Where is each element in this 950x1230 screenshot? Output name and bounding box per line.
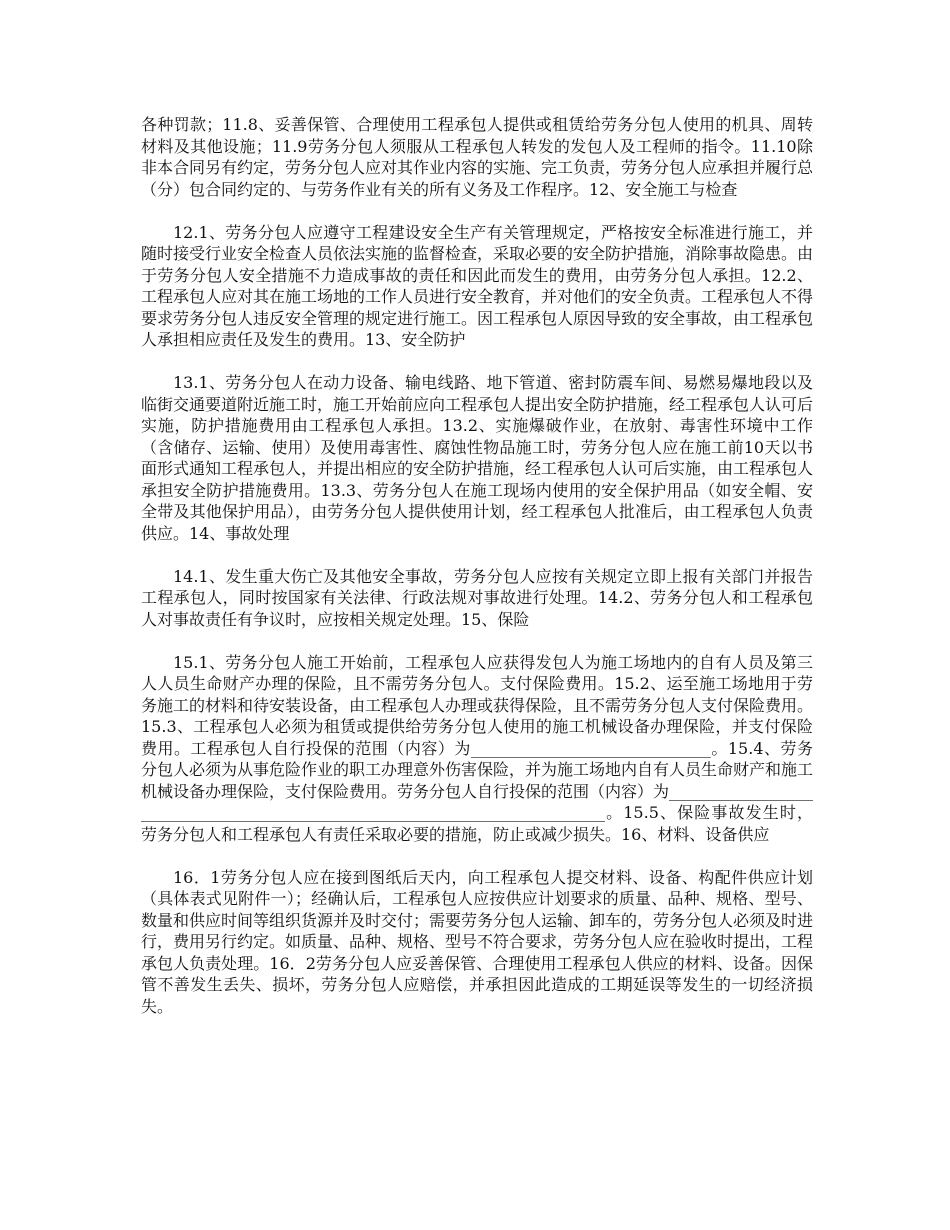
- paragraph-15-1: 15.1、劳务分包人施工开始前，工程承包人应获得发包人为施工场地内的自有人员及第三人人员生命财产办理的保险，且不需劳务分包人。支付保险费用。15.2、运至施工场地用于劳务施工的材料和待安装设备，由工程承包人办理或获得保险，且不需劳务分包人支付保险费用。15.3、工程承包人必须为租赁或提供给劳务分包人使用的施工机械设备办理保险，并支付保险费用。工程承包人自行投保的范围（内容）为______________________________。15.4、劳务分包人必须为从事危险作业的职工办理意外伤害保险，并为施工场地内自有人员生命财产和施工机械设备办理保险，支付保险费用。劳务分包人自行投保的范围（内容）为____________________________________________________________________________。15.5、保险事故发生时，劳务分包人和工程承包人有责任采取必要的措施，防止或减少损失。16、材料、设备供应: [141, 652, 814, 844]
- paragraph-12-1: 12.1、劳务分包人应遵守工程建设安全生产有关管理规定，严格按安全标准进行施工，并随时接受行业安全检查人员依法实施的监督检查，采取必要的安全防护措施，消除事故隐患。由于劳务分包人安全措施不力造成事故的责任和因此而发生的费用，由劳务分包人承担。12.2、工程承包人应对其在施工场地的工作人员进行安全教育，并对他们的安全负责。工程承包人不得要求劳务分包人违反安全管理的规定进行施工。因工程承包人原因导致的安全事故，由工程承包人承担相应责任及发生的费用。13、安全防护: [141, 222, 814, 349]
- paragraph-13-1: 13.1、劳务分包人在动力设备、输电线路、地下管道、密封防震车间、易燃易爆地段以及临街交通要道附近施工时，施工开始前应向工程承包人提出安全防护措施，经工程承包人认可后实施，防护措施费用由工程承包人承担。13.2、实施爆破作业，在放射、毒害性环境中工作（含储存、运输、使用）及使用毒害性、腐蚀性物品施工时，劳务分包人应在施工前10天以书面形式通知工程承包人，并提出相应的安全防护措施，经工程承包人认可后实施，由工程承包人承担安全防护措施费用。13.3、劳务分包人在施工现场内使用的安全保护用品（如安全帽、安全带及其他保护用品），由劳务分包人提供使用计划，经工程承包人批准后，由工程承包人负责供应。14、事故处理: [141, 373, 814, 543]
- document-body: [141, 114, 813, 1039]
- paragraph-14-1: 14.1、发生重大伤亡及其他安全事故，劳务分包人应按有关规定立即上报有关部门并报告工程承包人，同时按国家有关法律、行政法规对事故进行处理。14.2、劳务分包人和工程承包人对事故责任有争议时，应按相关规定处理。15、保险: [141, 566, 813, 629]
- paragraph-16-1: 16．1劳务分包人应在接到图纸后天内，向工程承包人提交材料、设备、构配件供应计划（具体表式见附件一）；经确认后，工程承包人应按供应计划要求的质量、品种、规格、型号、数量和供应时间等组织货源并及时交付；需要劳务分包人运输、卸车的，劳务分包人必须及时进行，费用另行约定。如质量、品种、规格、型号不符合要求，劳务分包人应在验收时提出，工程承包人负责处理。16．2劳务分包人应妥善保管、合理使用工程承包人供应的材料、设备。因保管不善发生丢失、损坏，劳务分包人应赔偿，并承担因此造成的工期延误等发生的一切经济损失。: [141, 867, 814, 1016]
- paragraph-11-continued: 各种罚款；11.8、妥善保管、合理使用工程承包人提供或租赁给劳务分包人使用的机具、周转材料及其他设施；11.9劳务分包人须服从工程承包人转发的发包人及工程师的指令。11.10除非本合同另有约定，劳务分包人应对其作业内容的实施、完工负责，劳务分包人应承担并履行总（分）包合同约定的、与劳务作业有关的所有义务及工作程序。12、安全施工与检查: [141, 115, 814, 199]
